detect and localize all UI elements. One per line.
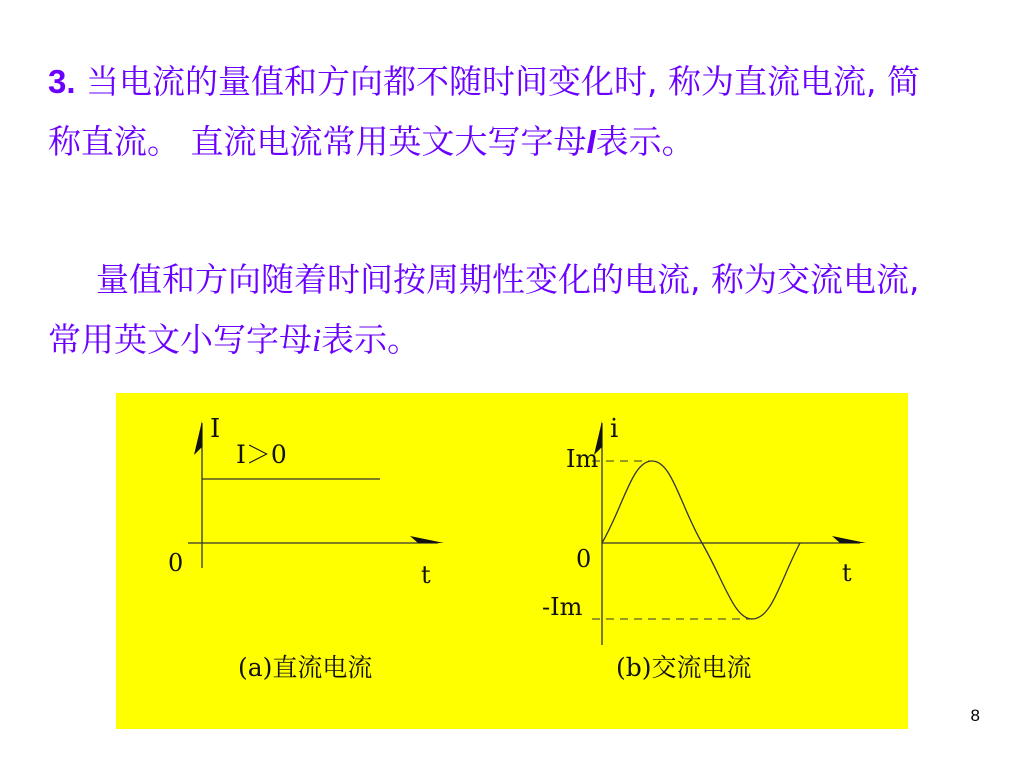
- item-number: 3.: [48, 63, 76, 100]
- ac-x-axis-label: t: [842, 559, 852, 587]
- ac-symbol: i: [312, 323, 322, 359]
- dc-caption: (a)直流电流: [238, 653, 373, 682]
- figure-panel: [116, 393, 908, 729]
- ac-definition-tail: 表示。: [321, 320, 421, 359]
- dc-condition-label: I＞0: [236, 440, 287, 469]
- dc-definition-paragraph: [48, 52, 948, 172]
- ac-x-arrow: [832, 536, 866, 543]
- ac-definition-paragraph: [48, 250, 948, 371]
- dc-graph: [168, 414, 444, 682]
- figure-svg: [116, 393, 908, 729]
- page-number: 8: [970, 706, 980, 725]
- ac-caption: (b)交流电流: [616, 653, 752, 682]
- dc-x-arrow: [410, 536, 444, 543]
- ac-origin-label: 0: [576, 545, 592, 573]
- dc-y-arrow: [194, 421, 202, 455]
- dc-x-axis-label: t: [421, 561, 431, 589]
- dc-symbol: I: [586, 123, 596, 160]
- dc-definition-text: 当电流的量值和方向都不随时间变化时, 称为直流电流, 简称直流。 直流电流常用英文大写字母: [48, 62, 920, 161]
- ac-sine-wave: [602, 461, 800, 619]
- dc-definition-tail: 表示。: [595, 122, 695, 161]
- dc-y-axis-label: I: [210, 414, 221, 444]
- ac-graph: [542, 414, 866, 682]
- ac-min-label: -Im: [542, 593, 583, 621]
- ac-definition-text: 量值和方向随着时间按周期性变化的电流, 称为交流电流, 常用英文小写字母: [48, 260, 920, 359]
- dc-origin-label: 0: [168, 549, 184, 577]
- ac-y-axis-label: i: [610, 414, 619, 444]
- ac-max-label: Im: [566, 445, 599, 473]
